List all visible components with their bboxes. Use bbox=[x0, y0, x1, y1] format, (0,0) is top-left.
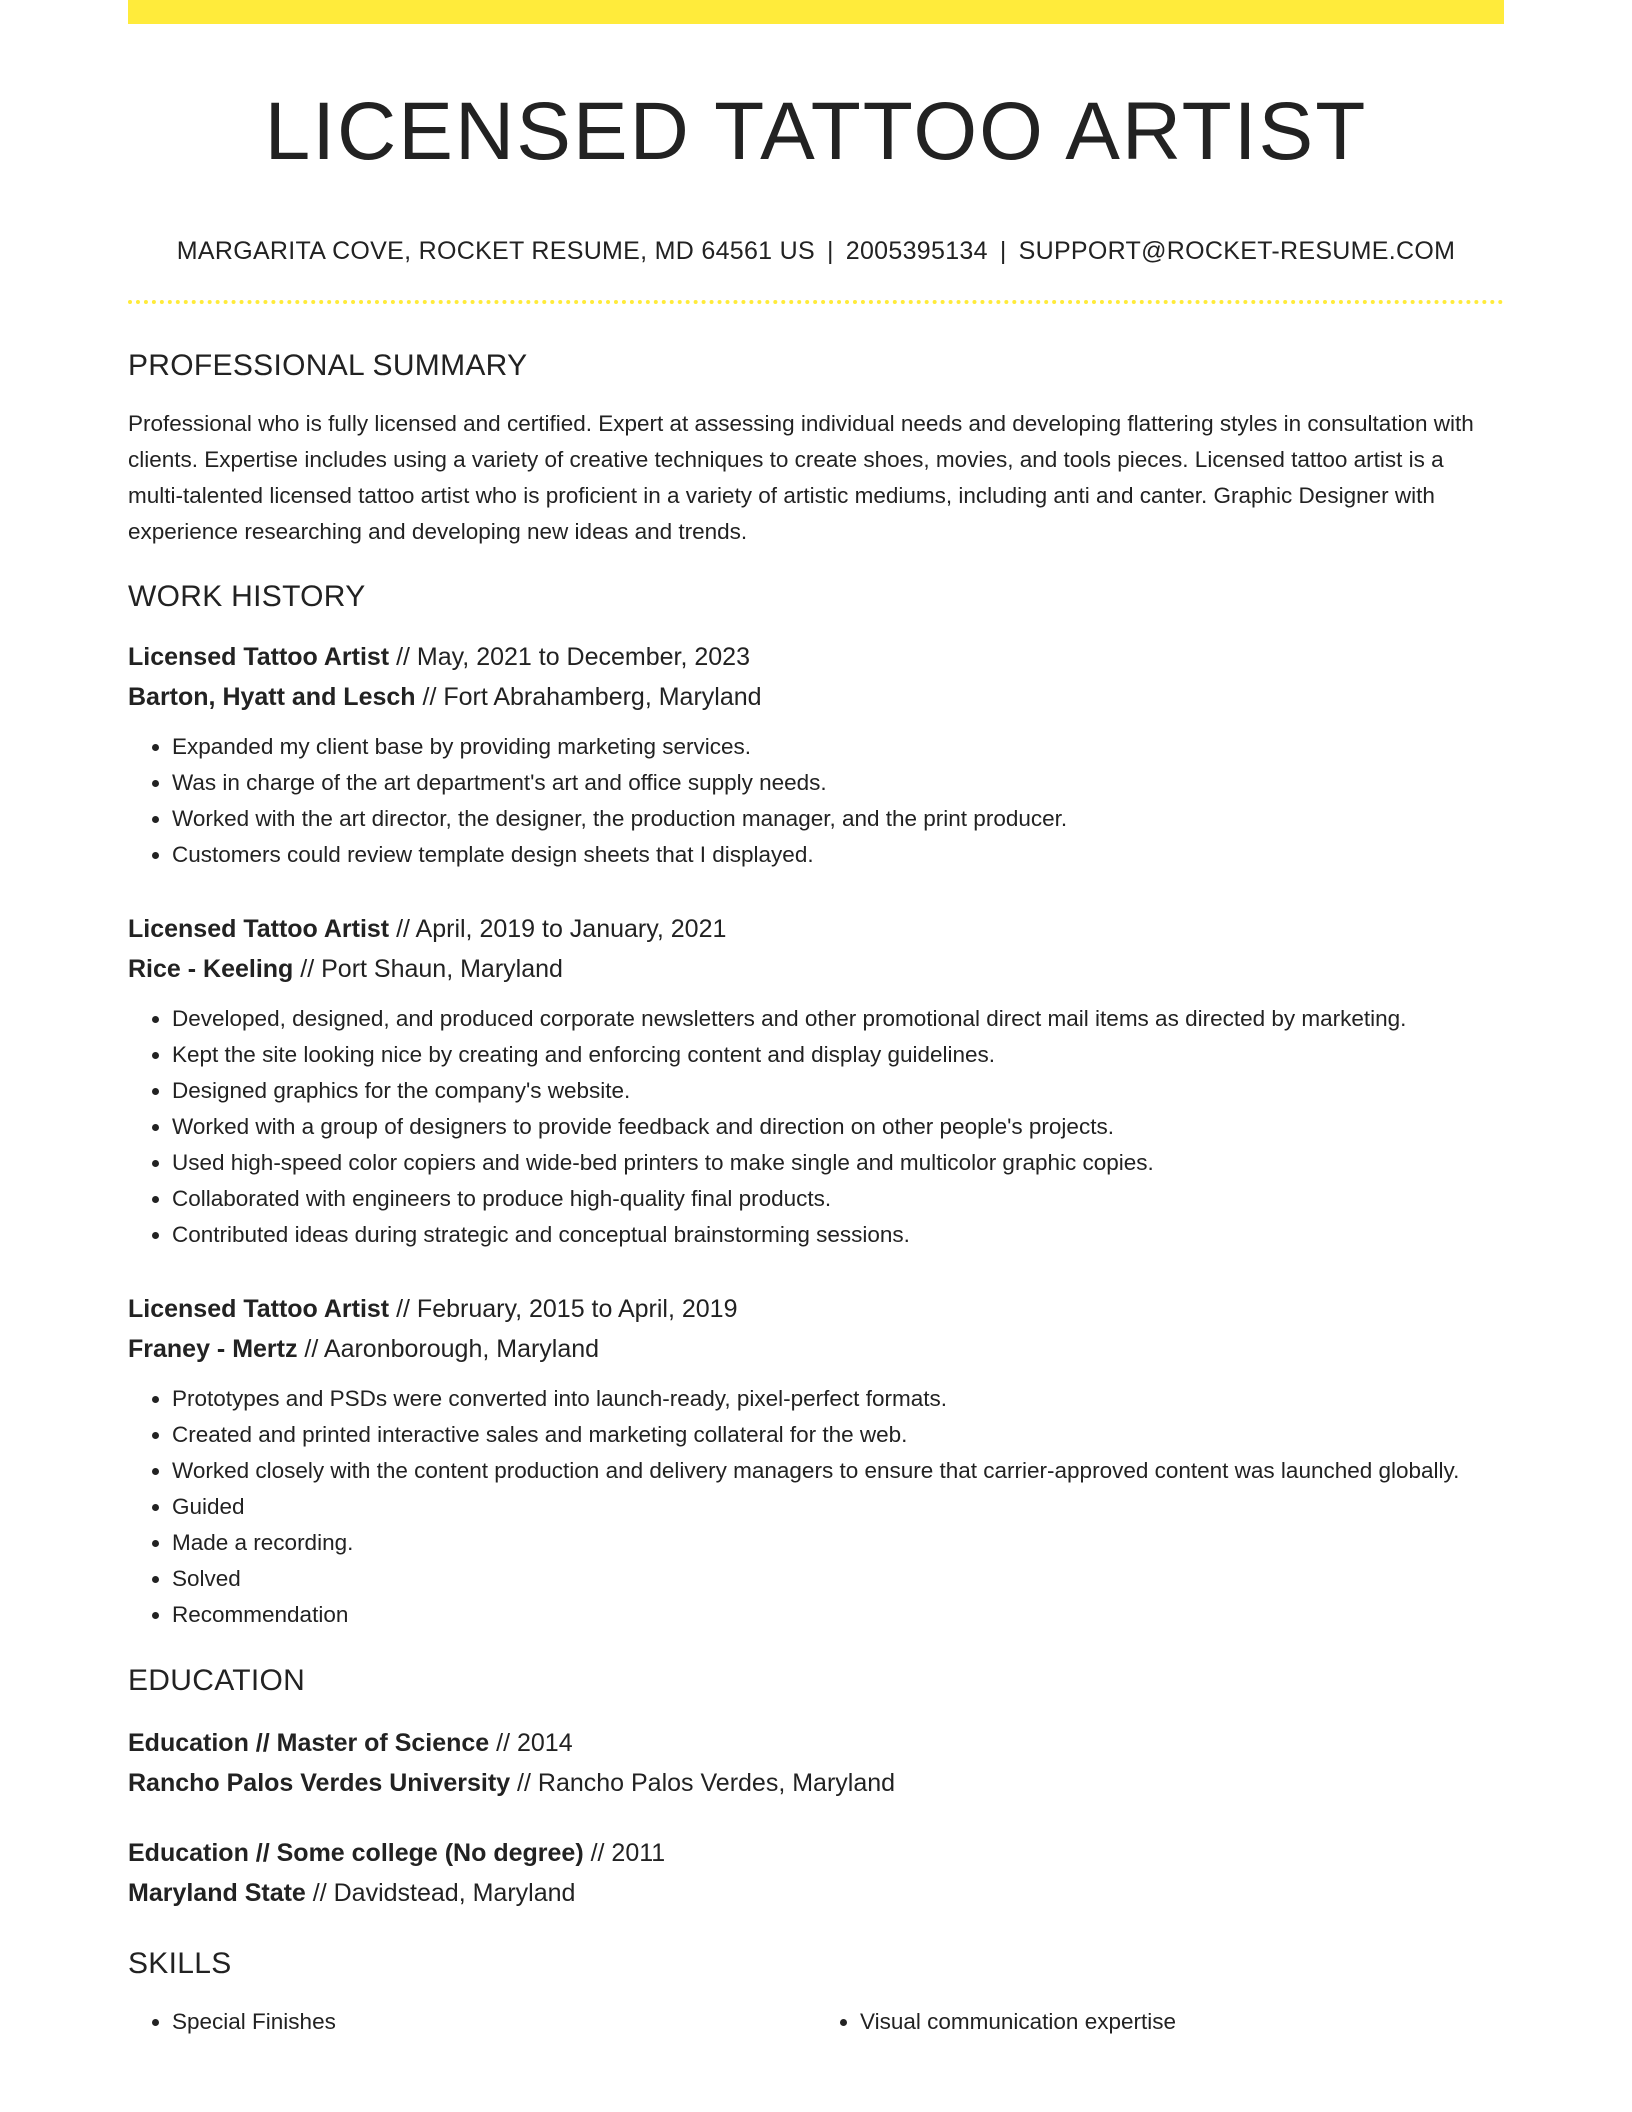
education-school-line bbox=[128, 1763, 1504, 1803]
job-role: Licensed Tattoo Artist bbox=[128, 915, 390, 943]
education-year: // 2014 bbox=[489, 1729, 573, 1757]
job-duty: • Expanded my client base by providing marketing services. bbox=[172, 729, 1504, 765]
job-duty: • Was in charge of the art department's art and office supply needs. bbox=[172, 765, 1504, 801]
education-degree-line bbox=[128, 1833, 1504, 1873]
work-history-list bbox=[128, 637, 1504, 1633]
education-entry bbox=[128, 1723, 1504, 1803]
job-duty: • Created and printed interactive sales and marketing collateral for the web. bbox=[172, 1417, 1504, 1453]
job-company: Rice - Keeling bbox=[128, 955, 294, 983]
job-duty: • Worked with the art director, the designer, the production manager, and the print producer. bbox=[172, 801, 1504, 837]
job-entry bbox=[128, 637, 1504, 873]
job-company: Franey - Mertz bbox=[128, 1335, 298, 1363]
summary-text: Professional who is fully licensed and certified. Expert at assessing individual needs and developing flattering styles in consultation with clients. Expertise includes using a variety of creative techniques to create shoes, movies, and tools pieces. Licensed tattoo artist is a multi-talented licensed tattoo artist who is proficient in a variety of artistic mediums, including anti and canter. Graphic Designer with experience researching and developing new ideas and trends. bbox=[128, 411, 1474, 544]
job-duty: • Worked with a group of designers to provide feedback and direction on other people's projects. bbox=[172, 1109, 1504, 1145]
job-duty: • Contributed ideas during strategic and conceptual brainstorming sessions. bbox=[172, 1217, 1504, 1253]
job-duty: • Designed graphics for the company's website. bbox=[172, 1073, 1504, 1109]
job-duty: • Guided bbox=[172, 1489, 1504, 1525]
job-entry bbox=[128, 909, 1504, 1253]
education-degree: Education // Master of Science bbox=[128, 1729, 490, 1757]
job-duty: • Solved bbox=[172, 1561, 1504, 1597]
job-duty: • Made a recording. bbox=[172, 1525, 1504, 1561]
accent-bar bbox=[128, 0, 1504, 24]
contact-line bbox=[128, 236, 1504, 266]
job-company: Barton, Hyatt and Lesch bbox=[128, 683, 416, 711]
summary-heading: PROFESSIONAL SUMMARY bbox=[128, 349, 528, 382]
job-duty: • Developed, designed, and produced corporate newsletters and other promotional direct mail items as directed by marketing. bbox=[172, 1001, 1504, 1037]
job-role: Licensed Tattoo Artist bbox=[128, 643, 390, 671]
education-year: // 2011 bbox=[583, 1839, 666, 1867]
education-list bbox=[128, 1723, 1504, 1913]
job-company-line bbox=[128, 677, 1504, 717]
education-location: // Davidstead, Maryland bbox=[305, 1879, 576, 1907]
education-school: Rancho Palos Verdes University bbox=[128, 1769, 511, 1797]
job-location: // Aaronborough, Maryland bbox=[297, 1335, 600, 1363]
job-duty: • Prototypes and PSDs were converted into launch-ready, pixel-perfect formats. bbox=[172, 1381, 1504, 1417]
education-school: Maryland State bbox=[128, 1879, 306, 1907]
job-duties-list bbox=[128, 1381, 1504, 1633]
job-duties-list bbox=[128, 729, 1504, 873]
job-duty: • Kept the site looking nice by creating and enforcing content and display guidelines. bbox=[172, 1037, 1504, 1073]
skills-grid bbox=[128, 2004, 1504, 2040]
job-dates: // February, 2015 to April, 2019 bbox=[389, 1295, 738, 1323]
job-title-line bbox=[128, 1289, 1504, 1329]
education-entry bbox=[128, 1833, 1504, 1913]
job-dates: // April, 2019 to January, 2021 bbox=[389, 915, 727, 943]
job-company-line bbox=[128, 1329, 1504, 1369]
job-location: // Port Shaun, Maryland bbox=[293, 955, 563, 983]
job-duty: • Recommendation bbox=[172, 1597, 1504, 1633]
skills-heading: SKILLS bbox=[128, 1947, 232, 1980]
education-heading: EDUCATION bbox=[128, 1664, 306, 1697]
education-location: // Rancho Palos Verdes, Maryland bbox=[510, 1769, 896, 1797]
job-title-line bbox=[128, 637, 1504, 677]
job-company-line bbox=[128, 949, 1504, 989]
resume-title: LICENSED TATTOO ARTIST bbox=[264, 86, 1368, 177]
contact-separator: | bbox=[826, 237, 834, 265]
contact-address: MARGARITA COVE, ROCKET RESUME, MD 64561 US bbox=[176, 237, 815, 265]
job-duty: • Used high-speed color copiers and wide-bed printers to make single and multicolor graphic copies. bbox=[172, 1145, 1504, 1181]
job-entry bbox=[128, 1289, 1504, 1633]
dotted-divider bbox=[128, 300, 1504, 304]
job-role: Licensed Tattoo Artist bbox=[128, 1295, 390, 1323]
contact-email: SUPPORT@ROCKET-RESUME.COM bbox=[1018, 237, 1456, 265]
education-school-line bbox=[128, 1873, 1504, 1913]
contact-separator: | bbox=[999, 237, 1007, 265]
education-degree: Education // Some college (No degree) bbox=[128, 1839, 584, 1867]
job-dates: // May, 2021 to December, 2023 bbox=[389, 643, 750, 671]
skill-item: • Visual communication expertise bbox=[860, 2004, 1504, 2040]
contact-phone: 2005395134 bbox=[845, 237, 988, 265]
job-title-line bbox=[128, 909, 1504, 949]
skill-item: • Special Finishes bbox=[172, 2004, 816, 2040]
job-duty: • Collaborated with engineers to produce high-quality final products. bbox=[172, 1181, 1504, 1217]
resume-page bbox=[128, 0, 1504, 2040]
work-history-heading: WORK HISTORY bbox=[128, 580, 366, 613]
job-duty: • Worked closely with the content production and delivery managers to ensure that carrier-approved content was launched globally. bbox=[172, 1453, 1504, 1489]
job-duties-list bbox=[128, 1001, 1504, 1253]
education-degree-line bbox=[128, 1723, 1504, 1763]
skills-column-left bbox=[128, 2004, 816, 2040]
job-duty: • Customers could review template design sheets that I displayed. bbox=[172, 837, 1504, 873]
job-location: // Fort Abrahamberg, Maryland bbox=[415, 683, 762, 711]
skills-column-right bbox=[816, 2004, 1504, 2040]
